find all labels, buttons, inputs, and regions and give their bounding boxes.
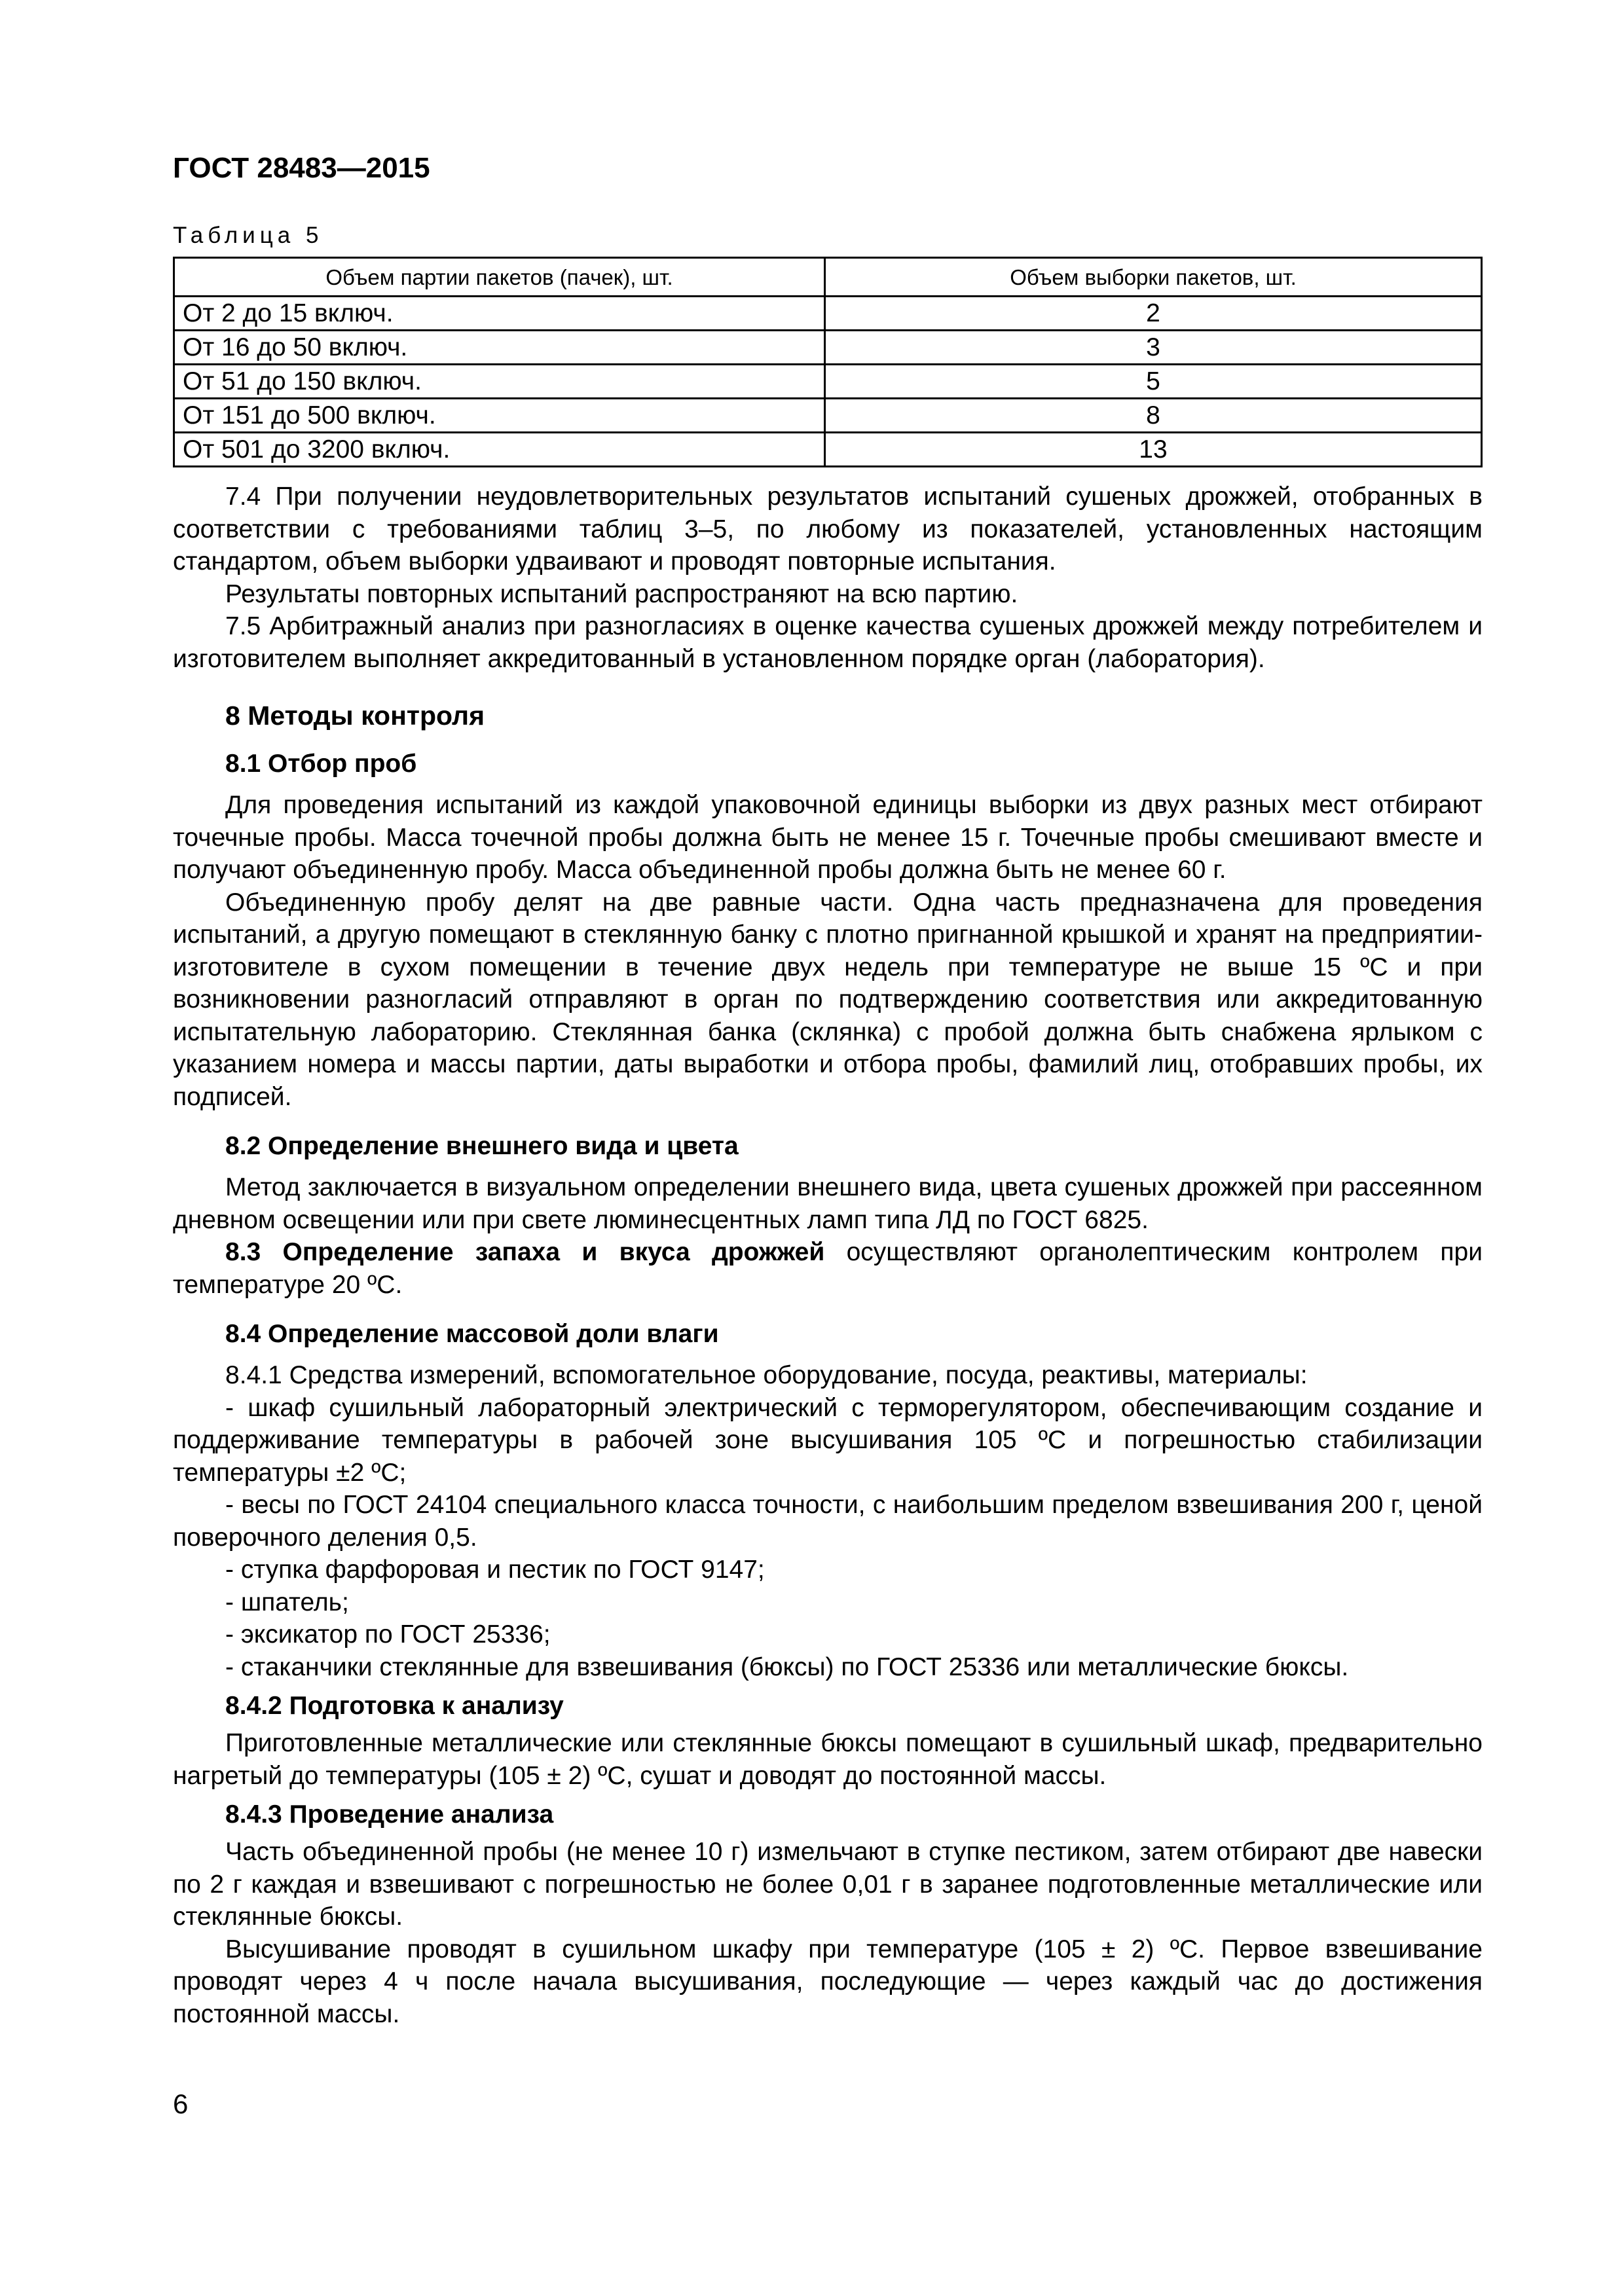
inline-heading-8-3: 8.3 Определение запаха и вкуса дрожжей xyxy=(225,1238,825,1266)
subsection-heading-8-2: 8.2 Определение внешнего вида и цвета xyxy=(225,1132,739,1160)
paragraph: Высушивание проводят в сушильном шкафу при температуре (105 ± 2) ºС. Первое взвешивание проводят через 4 ч после начала высушивания, последующие — через каждый час до достижения постоянной массы. xyxy=(173,1935,1483,2028)
paragraph: Объединенную пробу делят на две равные части. Одна часть предназначена для проведения испытаний, а другую помещают в стеклянную банку с плотно пригнанной крышкой и хранят на предприятии-изготовителе в сухом помещении в течение двух недель при температуре не выше 15 ºС и при возникновении разногласий отправляют в орган по подтверждению соответствия или аккредитованную испытательную лабораторию. Стеклянная банка (склянка) с пробой должна быть снабжена ярлыком с указанием номера и массы партии, даты выработки и отбора пробы, фамилий лиц, отобравших пробы, их подписей. xyxy=(173,888,1483,1111)
paragraph: Для проведения испытаний из каждой упаковочной единицы выборки из двух разных мест отбирают точечные пробы. Масса точечной пробы должна быть не менее 15 г. Точечные пробы смешивают вместе и получают объединенную пробу. Масса объединенной пробы должна быть не менее 60 г. xyxy=(173,791,1483,884)
sample-size: 5 xyxy=(825,365,1482,399)
table-row xyxy=(174,399,1482,433)
subsection-heading-8-4: 8.4 Определение массовой доли влаги xyxy=(225,1320,719,1348)
sample-size: 3 xyxy=(825,331,1482,365)
paragraph: Часть объединенной пробы (не менее 10 г) измельчают в ступке пестиком, затем отбирают две навески по 2 г каждая и взвешивают с погрешностью не более 0,01 г в заранее подготовленные металлические или стеклянные бюксы. xyxy=(173,1838,1483,1931)
subsection-heading-8-4-2: 8.4.2 Подготовка к анализу xyxy=(225,1692,564,1720)
column-header: Объем выборки пакетов, шт. xyxy=(825,258,1482,297)
table-header-row xyxy=(174,258,1482,297)
paragraph: Результаты повторных испытаний распространяют на всю партию. xyxy=(225,579,1018,608)
paragraph: Приготовленные металлические или стеклянные бюксы помещают в сушильный шкаф, предварительно нагретый до температуры (105 ± 2) ºС, сушат и доводят до постоянной массы. xyxy=(173,1729,1483,1790)
document-page xyxy=(173,152,1483,2030)
list-item: - эксикатор по ГОСТ 25336; xyxy=(225,1620,551,1649)
sample-size-table xyxy=(173,257,1483,467)
section-heading-8: 8 Методы контроля xyxy=(225,701,485,731)
lot-size: От 2 до 15 включ. xyxy=(174,297,825,331)
subsection-heading-8-1: 8.1 Отбор проб xyxy=(225,750,417,778)
document-code: ГОСТ 28483—2015 xyxy=(173,152,430,184)
table-row xyxy=(174,365,1482,399)
table-caption: Таблица 5 xyxy=(173,223,323,248)
paragraph-7-5: 7.5 Арбитражный анализ при разногласиях в оценке качества сушеных дрожжей между потребителем и изготовителем выполняет аккредитованный в установленном порядке орган (лаборатория). xyxy=(173,612,1483,673)
lot-size: От 51 до 150 включ. xyxy=(174,365,825,399)
table-row xyxy=(174,433,1482,467)
paragraph-8-3 xyxy=(173,1236,1483,1301)
paragraph: Метод заключается в визуальном определении внешнего вида, цвета сушеных дрожжей при рассеянном дневном освещении или при свете люминесцентных ламп типа ЛД по ГОСТ 6825. xyxy=(173,1173,1483,1234)
list-item: - весы по ГОСТ 24104 специального класса точности, с наибольшим пределом взвешивания 200 г, ценой поверочного деления 0,5. xyxy=(173,1491,1483,1552)
sample-size: 13 xyxy=(825,433,1482,467)
table-row xyxy=(174,297,1482,331)
lot-size: От 501 до 3200 включ. xyxy=(174,433,825,467)
list-item: - шкаф сушильный лабораторный электрический с терморегулятором, обеспечивающим создание и поддерживание температуры в рабочей зоне высушивания 105 ºС и погрешностью стабилизации температуры ±2 ºС; xyxy=(173,1393,1483,1487)
paragraph-text: осуществляют органолептическим контролем при температуре 20 ºС. xyxy=(173,1238,1483,1299)
list-item: - ступка фарфоровая и пестик по ГОСТ 9147; xyxy=(225,1556,765,1584)
sample-size: 2 xyxy=(825,297,1482,331)
table-row xyxy=(174,331,1482,365)
sample-size: 8 xyxy=(825,399,1482,433)
list-item: - шпатель; xyxy=(225,1588,349,1616)
page-number: 6 xyxy=(173,2088,189,2119)
paragraph: 8.4.1 Средства измерений, вспомогательное оборудование, посуда, реактивы, материалы: xyxy=(225,1361,1308,1389)
list-item: - стаканчики стеклянные для взвешивания (бюксы) по ГОСТ 25336 или металлические бюксы. xyxy=(225,1652,1349,1681)
body-text xyxy=(173,481,1483,2030)
paragraph-7-4: 7.4 При получении неудовлетворительных результатов испытаний сушеных дрожжей, отобранных в соответствии с требованиями таблиц 3–5, по любому из показателей, установленных настоящим стандартом, объем выборки удваивают и проводят повторные испытания. xyxy=(173,483,1483,575)
column-header: Объем партии пакетов (пачек), шт. xyxy=(174,258,825,297)
lot-size: От 151 до 500 включ. xyxy=(174,399,825,433)
lot-size: От 16 до 50 включ. xyxy=(174,331,825,365)
subsection-heading-8-4-3: 8.4.3 Проведение анализа xyxy=(225,1800,554,1829)
